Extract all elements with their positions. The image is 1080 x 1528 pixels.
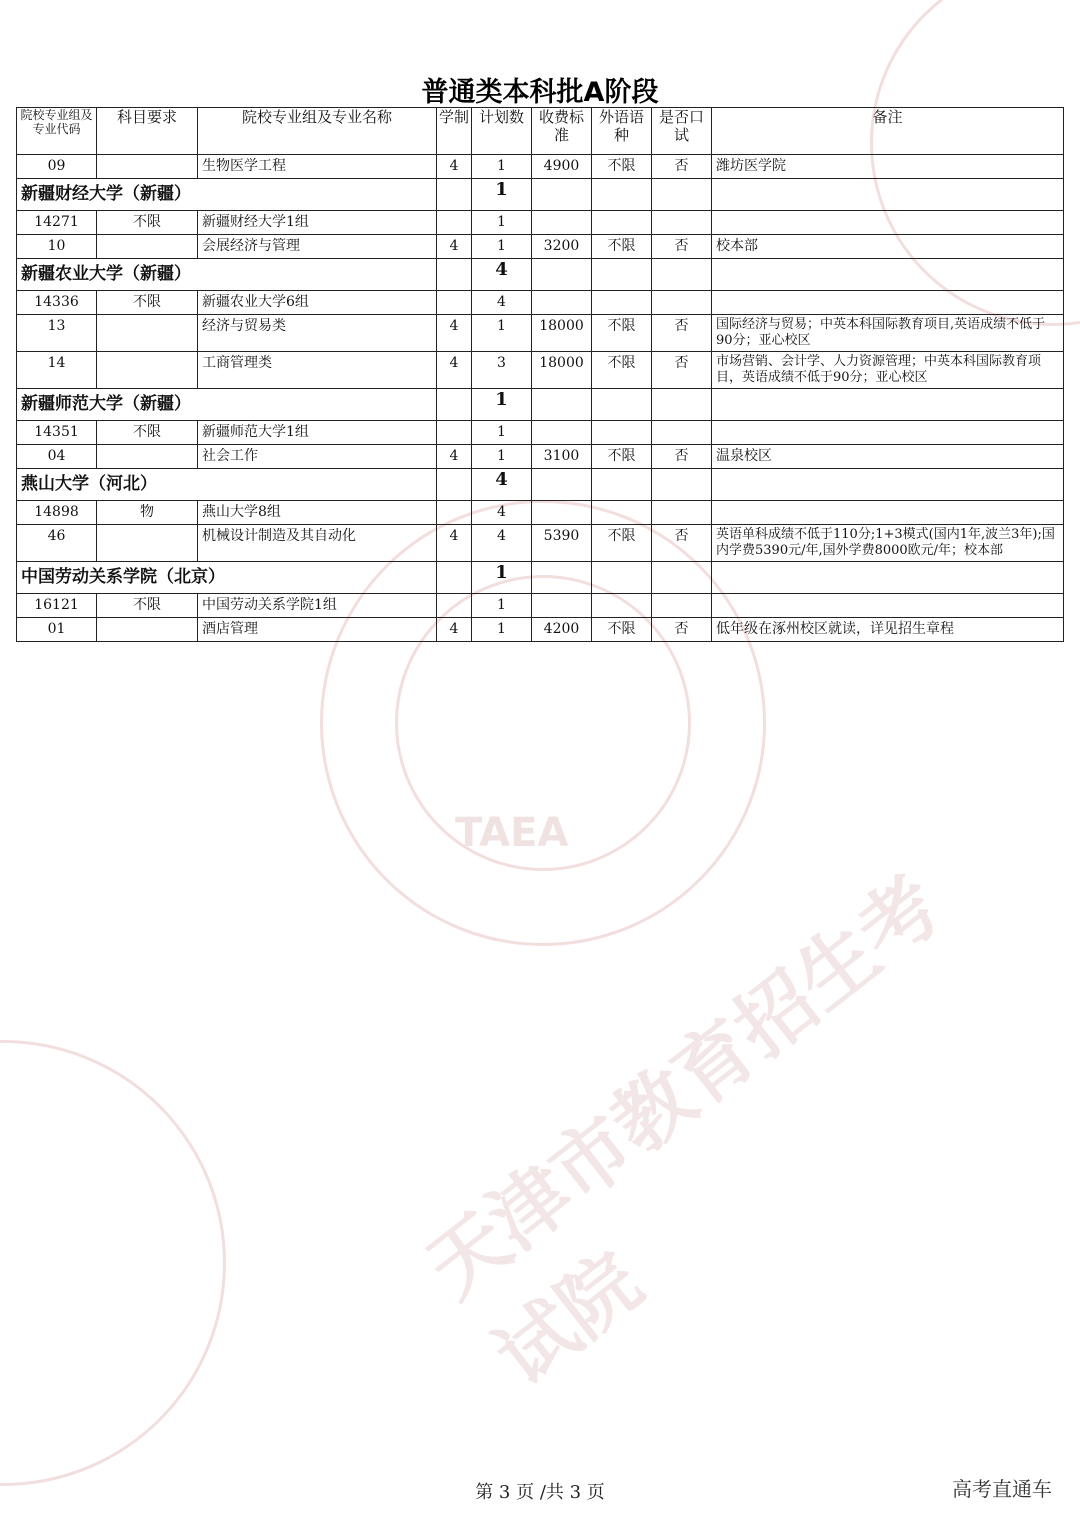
row-oral-cell — [652, 235, 712, 259]
row-name-cell — [198, 594, 437, 618]
row-oral-cell — [652, 501, 712, 525]
school-row — [17, 259, 1064, 291]
row-subject — [97, 525, 197, 548]
row-fee — [532, 594, 591, 617]
row-years-cell — [437, 445, 472, 469]
school-empty-cell — [592, 562, 652, 594]
row-fee-cell — [532, 501, 592, 525]
row-years — [437, 211, 471, 234]
row-subject-cell — [97, 594, 198, 618]
table-row — [17, 501, 1064, 525]
row-subject-cell — [97, 525, 198, 562]
row-lang — [592, 594, 651, 617]
row-subject-cell — [97, 315, 198, 352]
row-lang: 不限 — [607, 621, 636, 637]
table-row — [17, 291, 1064, 315]
row-plan: 1 — [497, 621, 506, 637]
row-note — [712, 421, 1063, 444]
row-subject-cell — [97, 421, 198, 445]
row-plan: 1 — [497, 214, 506, 230]
row-code-cell — [17, 594, 97, 618]
school-plan: 4 — [472, 259, 532, 291]
row-fee-cell — [532, 525, 592, 562]
row-plan: 4 — [497, 528, 506, 544]
school-empty-cell — [437, 179, 472, 211]
row-code-cell — [17, 211, 97, 235]
school-empty-cell — [652, 562, 712, 594]
row-oral — [652, 421, 711, 444]
school-row — [17, 389, 1064, 421]
row-code-cell — [17, 315, 97, 352]
row-oral: 否 — [674, 355, 689, 371]
row-code: 14271 — [34, 214, 79, 230]
row-subject-cell — [97, 501, 198, 525]
row-years: 4 — [449, 528, 459, 544]
row-name-cell — [198, 618, 437, 642]
row-plan-cell — [472, 421, 532, 445]
row-years — [437, 501, 471, 524]
admission-plan-table — [16, 107, 1064, 642]
row-code-cell — [17, 352, 97, 389]
brand-label: 高考直通车 — [952, 1477, 1052, 1501]
row-lang-cell — [592, 235, 652, 259]
row-name-cell — [198, 445, 437, 469]
row-oral: 否 — [674, 238, 689, 254]
row-note-cell — [712, 525, 1064, 562]
row-plan: 1 — [497, 424, 506, 440]
row-plan: 1 — [497, 158, 506, 174]
row-code: 14 — [47, 355, 66, 371]
row-years: 4 — [449, 448, 459, 464]
row-plan-cell — [472, 618, 532, 642]
row-lang-cell — [592, 501, 652, 525]
row-years-cell — [437, 501, 472, 525]
row-note: 市场营销、会计学、人力资源管理；中英本科国际教育项目，英语成绩不低于90分；亚心校区 — [716, 354, 1042, 385]
row-lang: 不限 — [607, 158, 636, 174]
watermark-org-text: 天津市教育招生考试院 — [411, 860, 959, 1404]
watermark-logo: TAEA — [455, 810, 569, 856]
table-row — [17, 445, 1064, 469]
row-subject-cell — [97, 352, 198, 389]
row-lang-cell — [592, 315, 652, 352]
row-fee-cell — [532, 291, 592, 315]
row-plan-cell — [472, 501, 532, 525]
table-row — [17, 155, 1064, 179]
school-name: 新疆财经大学（新疆） — [17, 179, 437, 211]
row-code: 01 — [47, 621, 66, 637]
school-empty-cell — [532, 469, 592, 501]
row-plan-cell — [472, 594, 532, 618]
row-fee-cell — [532, 594, 592, 618]
row-oral: 否 — [674, 528, 689, 544]
row-lang-cell — [592, 352, 652, 389]
row-lang-cell — [592, 421, 652, 445]
row-oral — [652, 211, 711, 234]
school-empty-cell — [712, 259, 1064, 291]
row-subject: 不限 — [133, 294, 161, 310]
row-plan-cell — [472, 445, 532, 469]
row-years: 4 — [449, 158, 459, 174]
row-name: 新疆农业大学6组 — [202, 294, 309, 310]
row-years-cell — [437, 618, 472, 642]
school-empty-cell — [437, 562, 472, 594]
table-row — [17, 594, 1064, 618]
school-empty-cell — [652, 259, 712, 291]
row-plan: 1 — [497, 597, 506, 613]
header-years: 学制 — [437, 108, 472, 155]
row-years-cell — [437, 421, 472, 445]
row-note-cell — [712, 421, 1064, 445]
row-plan: 3 — [497, 355, 506, 371]
header-lang: 外语语种 — [592, 108, 652, 155]
row-code: 14336 — [34, 294, 79, 310]
row-code: 04 — [47, 448, 66, 464]
row-fee: 3100 — [543, 448, 580, 464]
row-name: 生物医学工程 — [202, 158, 286, 174]
row-oral: 否 — [674, 318, 689, 334]
row-oral-cell — [652, 421, 712, 445]
row-fee — [532, 421, 591, 444]
school-empty-cell — [712, 179, 1064, 211]
row-fee-cell — [532, 315, 592, 352]
row-oral-cell — [652, 445, 712, 469]
row-note-cell — [712, 594, 1064, 618]
row-note — [712, 211, 1063, 234]
row-name: 机械设计制造及其自动化 — [202, 528, 356, 544]
table-row — [17, 235, 1064, 259]
row-plan-cell — [472, 155, 532, 179]
row-lang — [592, 421, 651, 444]
row-oral: 否 — [674, 448, 689, 464]
school-name: 燕山大学（河北） — [17, 469, 437, 501]
row-code-cell — [17, 155, 97, 179]
row-subject: 物 — [140, 504, 154, 520]
row-note-cell — [712, 501, 1064, 525]
school-empty-cell — [592, 259, 652, 291]
row-code: 10 — [47, 238, 66, 254]
row-fee-cell — [532, 211, 592, 235]
row-code: 46 — [47, 528, 66, 544]
row-code: 14351 — [34, 424, 79, 440]
row-note-cell — [712, 291, 1064, 315]
row-oral-cell — [652, 291, 712, 315]
row-name-cell — [198, 211, 437, 235]
school-empty-cell — [652, 469, 712, 501]
school-empty-cell — [532, 562, 592, 594]
row-name-cell — [198, 155, 437, 179]
row-plan: 4 — [497, 294, 506, 310]
row-years: 4 — [449, 621, 459, 637]
school-empty-cell — [712, 469, 1064, 501]
row-subject — [97, 155, 197, 178]
row-note-cell — [712, 445, 1064, 469]
school-empty-cell — [532, 179, 592, 211]
row-years: 4 — [449, 318, 459, 334]
school-empty-cell — [437, 389, 472, 421]
header-note: 备注 — [712, 108, 1064, 155]
row-lang — [592, 501, 651, 524]
row-oral — [652, 291, 711, 314]
row-lang-cell — [592, 291, 652, 315]
row-name: 会展经济与管理 — [202, 238, 300, 254]
row-fee: 18000 — [539, 355, 584, 371]
row-code: 16121 — [34, 597, 79, 613]
row-oral-cell — [652, 315, 712, 352]
row-code-cell — [17, 525, 97, 562]
row-name: 酒店管理 — [202, 621, 258, 637]
table-row — [17, 525, 1064, 562]
row-oral-cell — [652, 211, 712, 235]
row-subject-cell — [97, 618, 198, 642]
row-subject-cell — [97, 155, 198, 179]
school-row — [17, 179, 1064, 211]
row-name: 经济与贸易类 — [202, 318, 286, 334]
row-code: 09 — [47, 158, 66, 174]
school-empty-cell — [592, 179, 652, 211]
school-name: 新疆师范大学（新疆） — [17, 389, 437, 421]
row-lang-cell — [592, 594, 652, 618]
row-subject — [97, 235, 197, 258]
school-empty-cell — [532, 259, 592, 291]
row-fee: 3200 — [543, 238, 580, 254]
row-plan: 4 — [497, 504, 506, 520]
school-empty-cell — [712, 562, 1064, 594]
row-name: 中国劳动关系学院1组 — [202, 597, 337, 613]
row-oral-cell — [652, 594, 712, 618]
row-name-cell — [198, 235, 437, 259]
row-lang: 不限 — [607, 448, 636, 464]
row-years-cell — [437, 211, 472, 235]
school-empty-cell — [592, 389, 652, 421]
school-empty-cell — [437, 469, 472, 501]
school-empty-cell — [437, 259, 472, 291]
row-name-cell — [198, 525, 437, 562]
row-code-cell — [17, 445, 97, 469]
row-years: 4 — [449, 355, 459, 371]
row-oral — [652, 594, 711, 617]
row-plan-cell — [472, 352, 532, 389]
school-row — [17, 562, 1064, 594]
row-oral — [652, 501, 711, 524]
school-plan: 4 — [472, 469, 532, 501]
row-oral: 否 — [674, 621, 689, 637]
table-row — [17, 315, 1064, 352]
header-oral: 是否口试 — [652, 108, 712, 155]
row-years-cell — [437, 155, 472, 179]
school-empty-cell — [652, 179, 712, 211]
watermark-seal-bottom-left — [0, 1040, 226, 1486]
row-fee — [532, 501, 591, 524]
row-note — [712, 291, 1063, 314]
row-plan-cell — [472, 525, 532, 562]
row-fee — [532, 291, 591, 314]
row-lang-cell — [592, 525, 652, 562]
row-note — [712, 501, 1063, 524]
school-empty-cell — [652, 389, 712, 421]
row-lang: 不限 — [607, 528, 636, 544]
row-fee: 5390 — [543, 528, 580, 544]
row-fee: 4900 — [543, 158, 580, 174]
row-lang: 不限 — [607, 238, 636, 254]
table-row — [17, 421, 1064, 445]
header-name: 院校专业组及专业名称 — [198, 108, 437, 155]
row-note — [712, 594, 1063, 617]
row-years-cell — [437, 525, 472, 562]
row-name-cell — [198, 315, 437, 352]
row-lang-cell — [592, 155, 652, 179]
row-years-cell — [437, 291, 472, 315]
row-subject-cell — [97, 211, 198, 235]
school-empty-cell — [712, 389, 1064, 421]
row-years — [437, 421, 471, 444]
school-empty-cell — [532, 389, 592, 421]
row-plan-cell — [472, 235, 532, 259]
header-code: 院校专业组及专业代码 — [17, 108, 97, 155]
row-name: 工商管理类 — [202, 355, 272, 371]
row-years: 4 — [449, 238, 459, 254]
table-row — [17, 618, 1064, 642]
school-name: 中国劳动关系学院（北京） — [17, 562, 437, 594]
row-subject-cell — [97, 235, 198, 259]
row-plan: 1 — [497, 448, 506, 464]
row-lang-cell — [592, 211, 652, 235]
row-code: 13 — [47, 318, 66, 334]
row-lang-cell — [592, 445, 652, 469]
row-code-cell — [17, 421, 97, 445]
row-subject: 不限 — [133, 424, 161, 440]
row-plan-cell — [472, 211, 532, 235]
row-plan: 1 — [497, 238, 506, 254]
row-code: 14898 — [34, 504, 79, 520]
row-name-cell — [198, 291, 437, 315]
row-years-cell — [437, 315, 472, 352]
row-oral: 否 — [674, 158, 689, 174]
school-name: 新疆农业大学（新疆） — [17, 259, 437, 291]
row-subject: 不限 — [133, 597, 161, 613]
row-lang: 不限 — [607, 355, 636, 371]
school-plan: 1 — [472, 562, 532, 594]
row-name: 社会工作 — [202, 448, 258, 464]
row-note-cell — [712, 211, 1064, 235]
row-subject — [97, 445, 197, 468]
row-note: 英语单科成绩不低于110分;1+3模式(国内1年,波兰3年);国内学费5390元/年,国外学费8000欧元/年；校本部 — [716, 527, 1055, 558]
row-name-cell — [198, 421, 437, 445]
row-code-cell — [17, 618, 97, 642]
row-fee: 4200 — [543, 621, 580, 637]
row-years-cell — [437, 594, 472, 618]
row-oral-cell — [652, 525, 712, 562]
row-years-cell — [437, 235, 472, 259]
row-note-cell — [712, 235, 1064, 259]
row-name: 燕山大学8组 — [202, 504, 281, 520]
row-years-cell — [437, 352, 472, 389]
row-note: 校本部 — [716, 238, 758, 254]
header-fee: 收费标准 — [532, 108, 592, 155]
row-fee-cell — [532, 421, 592, 445]
row-note: 低年级在涿州校区就读，详见招生章程 — [716, 621, 954, 637]
school-plan: 1 — [472, 179, 532, 211]
row-note: 国际经济与贸易；中英本科国际教育项目,英语成绩不低于90分；亚心校区 — [716, 317, 1046, 348]
row-oral-cell — [652, 618, 712, 642]
row-fee-cell — [532, 618, 592, 642]
row-years — [437, 291, 471, 314]
table-row — [17, 211, 1064, 235]
row-plan: 1 — [497, 318, 506, 334]
school-empty-cell — [592, 469, 652, 501]
row-code-cell — [17, 291, 97, 315]
row-note: 温泉校区 — [716, 448, 772, 464]
row-subject — [97, 315, 197, 338]
row-fee-cell — [532, 352, 592, 389]
row-subject-cell — [97, 445, 198, 469]
row-note-cell — [712, 155, 1064, 179]
school-row — [17, 469, 1064, 501]
row-name: 新疆财经大学1组 — [202, 214, 309, 230]
row-code-cell — [17, 501, 97, 525]
row-note: 潍坊医学院 — [716, 158, 786, 174]
row-subject-cell — [97, 291, 198, 315]
row-fee — [532, 211, 591, 234]
row-lang: 不限 — [607, 318, 636, 334]
page-title: 普通类本科批A阶段 — [421, 77, 659, 108]
row-subject — [97, 618, 197, 641]
row-plan-cell — [472, 291, 532, 315]
row-oral-cell — [652, 155, 712, 179]
row-subject — [97, 352, 197, 375]
row-name: 新疆师范大学1组 — [202, 424, 309, 440]
row-fee-cell — [532, 155, 592, 179]
header-row — [17, 108, 1064, 155]
page-number: 第 3 页 /共 3 页 — [475, 1482, 605, 1503]
row-code-cell — [17, 235, 97, 259]
school-plan: 1 — [472, 389, 532, 421]
row-lang — [592, 211, 651, 234]
row-years — [437, 594, 471, 617]
row-name-cell — [198, 352, 437, 389]
row-note-cell — [712, 352, 1064, 389]
row-lang — [592, 291, 651, 314]
row-lang-cell — [592, 618, 652, 642]
row-plan-cell — [472, 315, 532, 352]
row-name-cell — [198, 501, 437, 525]
row-note-cell — [712, 618, 1064, 642]
row-oral-cell — [652, 352, 712, 389]
row-note-cell — [712, 315, 1064, 352]
table-row — [17, 352, 1064, 389]
row-fee-cell — [532, 445, 592, 469]
row-fee-cell — [532, 235, 592, 259]
header-subject: 科目要求 — [97, 108, 198, 155]
header-plan: 计划数 — [472, 108, 532, 155]
row-fee: 18000 — [539, 318, 584, 334]
row-subject: 不限 — [133, 214, 161, 230]
